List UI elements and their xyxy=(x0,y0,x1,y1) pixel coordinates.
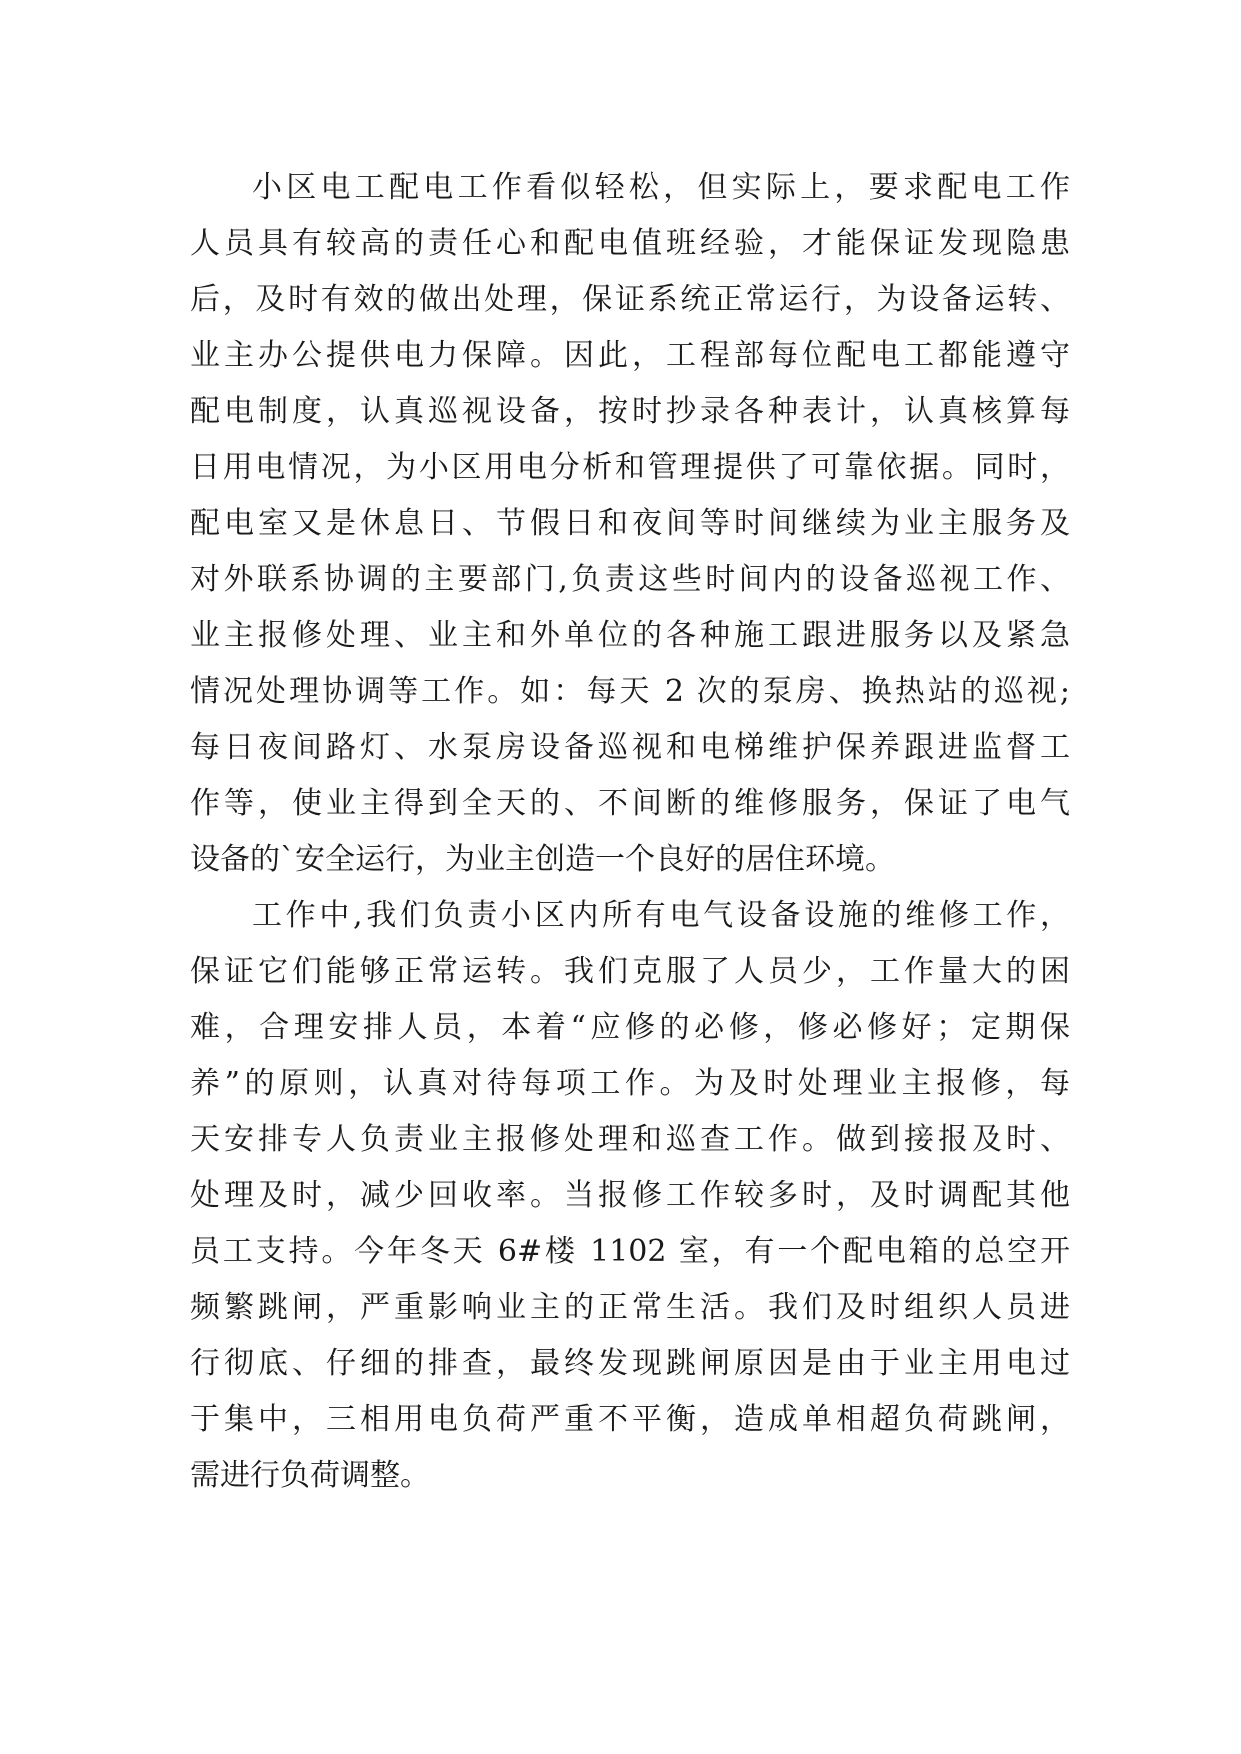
text-line: 行彻底、仔细的排查，最终发现跳闸原因是由于业主用电过 xyxy=(190,1346,1070,1381)
paragraph-1 xyxy=(190,160,1070,888)
text-line: 于集中，三相用电负荷严重不平衡，造成单相超负荷跳闸， xyxy=(190,1402,1070,1437)
text-line: 天安排专人负责业主报修处理和巡查工作。做到接报及时、 xyxy=(190,1122,1070,1157)
text-line: 小区电工配电工作看似轻松，但实际上，要求配电工作 xyxy=(252,170,1070,205)
text-line: 后，及时有效的做出处理，保证系统正常运行，为设备运转、 xyxy=(190,282,1070,317)
text-line: 频繁跳闸，严重影响业主的正常生活。我们及时组织人员进 xyxy=(190,1290,1070,1325)
text-line: 养”的原则，认真对待每项工作。为及时处理业主报修，每 xyxy=(190,1066,1070,1101)
text-line: 业主办公提供电力保障。因此，工程部每位配电工都能遵守 xyxy=(190,338,1070,373)
text-line: 设备的`安全运行，为业主创造一个良好的居住环境。 xyxy=(190,842,895,877)
text-line: 员工支持。今年冬天 6#楼 1102 室，有一个配电箱的总空开 xyxy=(190,1234,1070,1269)
text-line: 业主报修处理、业主和外单位的各种施工跟进服务以及紧急 xyxy=(190,618,1070,653)
text-line: 保证它们能够正常运转。我们克服了人员少，工作量大的困 xyxy=(190,954,1070,989)
body-text xyxy=(190,160,1070,1504)
text-line: 情况处理协调等工作。如：每天 2 次的泵房、换热站的巡视; xyxy=(190,674,1070,709)
text-line: 日用电情况，为小区用电分析和管理提供了可靠依据。同时， xyxy=(190,450,1070,485)
text-line: 配电室又是休息日、节假日和夜间等时间继续为业主服务及 xyxy=(190,506,1070,541)
text-line: 人员具有较高的责任心和配电值班经验，才能保证发现隐患 xyxy=(190,226,1070,261)
text-line: 配电制度，认真巡视设备，按时抄录各种表计，认真核算每 xyxy=(190,394,1070,429)
text-line: 处理及时，减少回收率。当报修工作较多时，及时调配其他 xyxy=(190,1178,1070,1213)
text-line: 需进行负荷调整。 xyxy=(190,1458,430,1493)
paragraph-2 xyxy=(190,888,1070,1504)
text-line: 作等，使业主得到全天的、不间断的维修服务，保证了电气 xyxy=(190,786,1070,821)
text-line: 工作中,我们负责小区内所有电气设备设施的维修工作， xyxy=(252,898,1070,933)
text-line: 对外联系协调的主要部门,负责这些时间内的设备巡视工作、 xyxy=(190,562,1070,597)
text-line: 每日夜间路灯、水泵房设备巡视和电梯维护保养跟进监督工 xyxy=(190,730,1070,765)
text-line: 难，合理安排人员，本着“应修的必修，修必修好；定期保 xyxy=(190,1010,1070,1045)
